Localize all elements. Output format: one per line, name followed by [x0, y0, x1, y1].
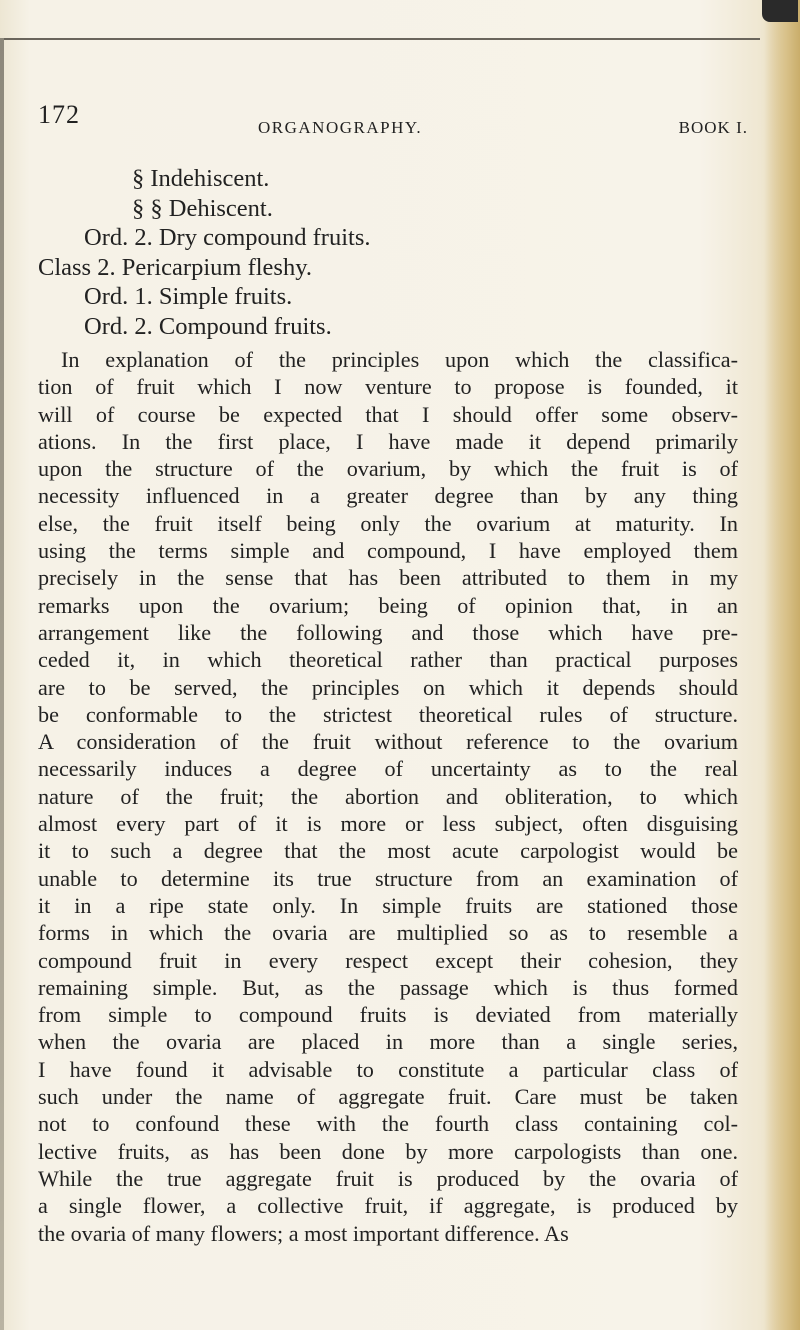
page-top-rule — [0, 38, 760, 40]
page-left-edge — [0, 38, 4, 1330]
text-line: forms in which the ovaria are multiplied so as to resemble a — [38, 920, 738, 946]
text-line: A consideration of the fruit without reference to the ovarium — [38, 729, 738, 755]
page-number: 172 — [38, 100, 80, 129]
outline-line: § § Dehiscent. — [132, 194, 273, 222]
text-line: from simple to compound fruits is deviated from materially — [38, 1002, 738, 1028]
text-line: necessity influenced in a greater degree than by any thing — [38, 483, 738, 509]
book-reference: BOOK I. — [678, 118, 748, 137]
outline-line: Ord. 2. Compound fruits. — [84, 312, 332, 340]
outline-line: Ord. 2. Dry compound fruits. — [84, 224, 371, 251]
text-line: nature of the fruit; the abortion and obliteration, to which — [38, 783, 738, 809]
outline-line: § Indehiscent. — [132, 165, 270, 192]
text-line: ceded it, in which theoretical rather than practical purposes — [38, 647, 738, 673]
text-line: using the terms simple and compound, I have employed them — [38, 538, 738, 564]
running-header — [38, 100, 748, 140]
text-line: ations. In the first place, I have made it depend primarily — [38, 428, 738, 454]
text-line: arrangement like the following and those which have pre- — [38, 619, 738, 645]
text-line: unable to determine its true structure from an examination of — [38, 865, 738, 891]
classification-outline — [38, 164, 738, 341]
text-line: While the true aggregate fruit is produced by the ovaria of — [38, 1165, 738, 1191]
text-line: lective fruits, as has been done by more carpologists than one. — [38, 1138, 738, 1164]
text-line: almost every part of it is more or less subject, often disguising — [38, 811, 738, 837]
text-line: I have found it advisable to constitute a particular class of — [38, 1056, 738, 1082]
text-line: compound fruit in every respect except their cohesion, they — [38, 947, 738, 973]
page-corner-mark — [762, 0, 798, 22]
text-line: necessarily induces a degree of uncertainty as to the real — [38, 756, 738, 782]
text-line: be conformable to the strictest theoretical rules of structure. — [38, 701, 738, 727]
body-paragraph — [38, 346, 738, 1247]
text-line: else, the fruit itself being only the ovarium at maturity. In — [38, 510, 738, 536]
text-line: the ovaria of many flowers; a most important difference. As — [38, 1220, 569, 1246]
text-line: In explanation of the principles upon which the classifica- — [61, 347, 738, 372]
text-line: remarks upon the ovarium; being of opinion that, in an — [38, 592, 738, 618]
text-line: will of course be expected that I should offer some observ- — [38, 401, 738, 427]
text-line: such under the name of aggregate fruit. Care must be taken — [38, 1084, 738, 1110]
running-title: ORGANOGRAPHY. — [258, 118, 423, 137]
text-line: it in a ripe state only. In simple fruits are stationed those — [38, 892, 738, 918]
outline-line: Ord. 1. Simple fruits. — [84, 283, 293, 310]
outline-line: Class 2. Pericarpium fleshy. — [38, 253, 312, 281]
text-line: when the ovaria are placed in more than a single series, — [38, 1029, 738, 1055]
text-line: upon the structure of the ovarium, by which the fruit is of — [38, 456, 738, 482]
text-line: are to be served, the principles on which it depends should — [38, 674, 738, 700]
text-line: precisely in the sense that has been attributed to them in my — [38, 565, 738, 591]
text-line: it to such a degree that the most acute carpologist would be — [38, 838, 738, 864]
text-line: not to confound these with the fourth class containing col- — [38, 1111, 738, 1137]
text-line: tion of fruit which I now venture to propose is founded, it — [38, 374, 738, 400]
page-right-edge-stain — [764, 0, 800, 1330]
text-line: a single flower, a collective fruit, if aggregate, is produced by — [38, 1193, 738, 1219]
text-line: remaining simple. But, as the passage which is thus formed — [38, 974, 738, 1000]
